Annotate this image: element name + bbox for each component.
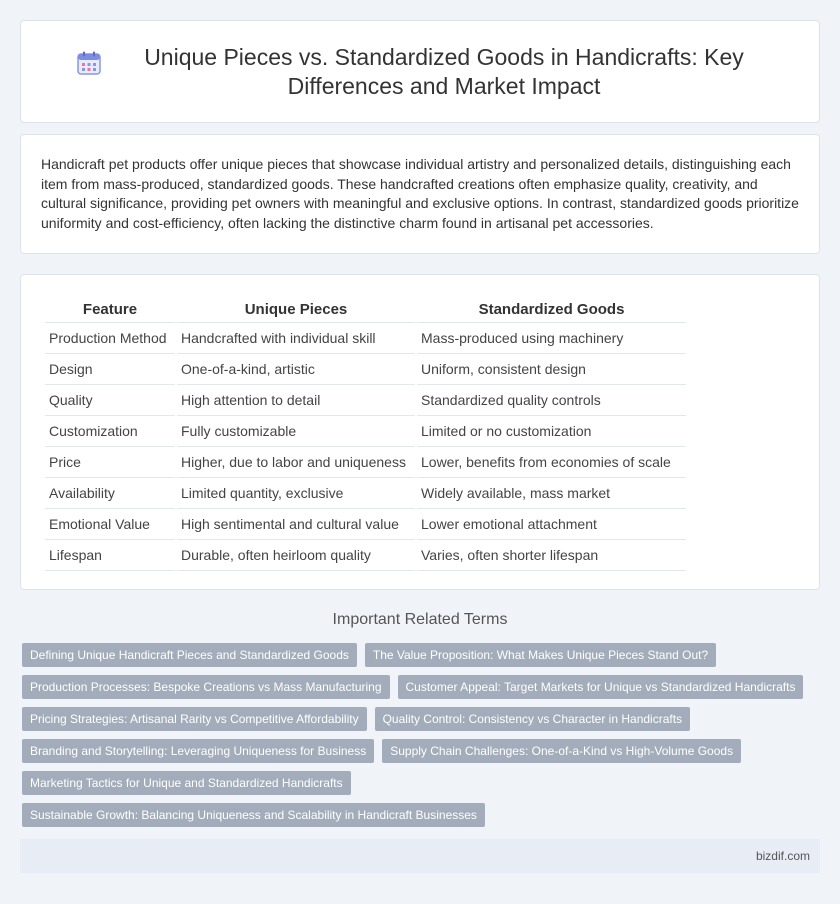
row-unique-value: Durable, often heirloom quality	[177, 540, 415, 571]
row-standardized-value: Standardized quality controls	[417, 385, 686, 416]
page-title: Unique Pieces vs. Standardized Goods in Handicrafts: Key Differences and Market Impact	[144, 43, 744, 99]
row-unique-value: Fully customizable	[177, 416, 415, 447]
related-term-link[interactable]: Pricing Strategies: Artisanal Rarity vs Competitive Affordability	[22, 707, 367, 731]
related-term-link[interactable]: Sustainable Growth: Balancing Uniqueness and Scalability in Handicraft Businesses	[22, 803, 485, 827]
calendar-icon	[76, 50, 102, 76]
row-feature: Lifespan	[45, 540, 175, 571]
row-standardized-value: Widely available, mass market	[417, 478, 686, 509]
row-standardized-value: Limited or no customization	[417, 416, 686, 447]
table-row	[45, 385, 686, 416]
row-feature: Emotional Value	[45, 509, 175, 540]
title-wrap	[76, 43, 764, 101]
row-unique-value: Handcrafted with individual skill	[177, 323, 415, 354]
row-feature: Price	[45, 447, 175, 478]
intro-paragraph: Handicraft pet products offer unique pieces that showcase individual artistry and personalized details, distinguishing each item from mass-produced, standardized goods. These handcrafted creations often emphasize quality, creativity, and cultural significance, providing pet owners with meaningful and exclusive options. In contrast, standardized goods prioritize uniformity and cost-efficiency, often lacking the distinctive charm found in artisanal pet accessories.	[41, 156, 799, 231]
row-standardized-value: Varies, often shorter lifespan	[417, 540, 686, 571]
row-standardized-value: Mass-produced using machinery	[417, 323, 686, 354]
related-term-link[interactable]: The Value Proposition: What Makes Unique Pieces Stand Out?	[365, 643, 716, 667]
related-term-link[interactable]: Production Processes: Bespoke Creations vs Mass Manufacturing	[22, 675, 390, 699]
row-feature: Customization	[45, 416, 175, 447]
table-row	[45, 447, 686, 478]
table-row	[45, 478, 686, 509]
related-term-link[interactable]: Marketing Tactics for Unique and Standardized Handicrafts	[22, 771, 351, 795]
header-standardized-goods: Standardized Goods	[417, 297, 686, 323]
row-feature: Quality	[45, 385, 175, 416]
table-row	[45, 540, 686, 571]
row-unique-value: One-of-a-kind, artistic	[177, 354, 415, 385]
row-standardized-value: Uniform, consistent design	[417, 354, 686, 385]
related-term-link[interactable]: Defining Unique Handicraft Pieces and Standardized Goods	[22, 643, 357, 667]
row-feature: Availability	[45, 478, 175, 509]
row-unique-value: High sentimental and cultural value	[177, 509, 415, 540]
row-feature: Design	[45, 354, 175, 385]
related-terms-heading: Important Related Terms	[332, 611, 508, 628]
related-term-link[interactable]: Branding and Storytelling: Leveraging Uniqueness for Business	[22, 739, 374, 763]
table-row	[45, 354, 686, 385]
table-header-row	[45, 297, 686, 323]
footer	[20, 839, 820, 873]
intro-card	[20, 134, 820, 254]
row-unique-value: Limited quantity, exclusive	[177, 478, 415, 509]
related-term-link[interactable]: Supply Chain Challenges: One-of-a-Kind vs High-Volume Goods	[382, 739, 741, 763]
related-terms-list	[22, 643, 820, 835]
row-unique-value: Higher, due to labor and uniqueness	[177, 447, 415, 478]
title-card	[20, 20, 820, 123]
table-row	[45, 509, 686, 540]
related-term-link[interactable]: Customer Appeal: Target Markets for Unique vs Standardized Handicrafts	[398, 675, 804, 699]
header-unique-pieces: Unique Pieces	[177, 297, 415, 323]
footer-site-link[interactable]: bizdif.com	[755, 849, 810, 863]
related-term-link[interactable]: Quality Control: Consistency vs Character in Handicrafts	[375, 707, 690, 731]
comparison-card	[20, 274, 820, 590]
comparison-table	[43, 297, 688, 571]
row-standardized-value: Lower, benefits from economies of scale	[417, 447, 686, 478]
row-feature: Production Method	[45, 323, 175, 354]
row-standardized-value: Lower emotional attachment	[417, 509, 686, 540]
table-row	[45, 323, 686, 354]
header-feature: Feature	[45, 297, 175, 323]
row-unique-value: High attention to detail	[177, 385, 415, 416]
table-row	[45, 416, 686, 447]
